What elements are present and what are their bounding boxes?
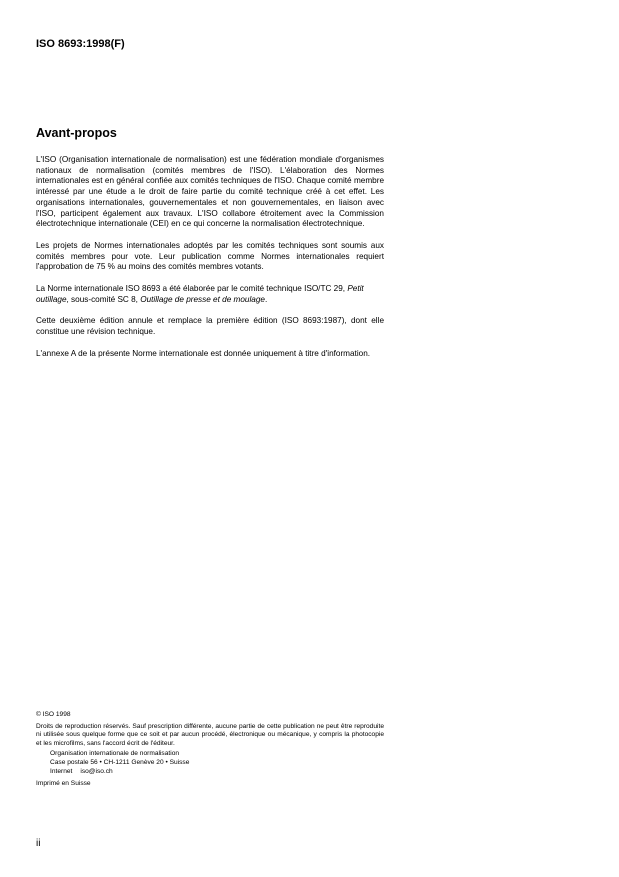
internet-email: iso@iso.ch (80, 767, 113, 775)
foreword-paragraph-2: Les projets de Normes internationales adoptés par les comités techniques sont soumis aux comités membres pour vote. Leur publication comme Normes internationales requiert l'approbation de 75 % au moins des comités membres votants. (36, 240, 384, 272)
publisher-address (36, 750, 384, 776)
org-name: Organisation internationale de normalisation (50, 750, 180, 758)
p3-italic-subcommittee: Outillage de presse et de moulage (140, 294, 265, 304)
section-title: Avant-propos (36, 126, 117, 140)
foreword-paragraph-3 (36, 284, 384, 305)
internet-line (50, 768, 384, 777)
p3-text-before: La Norme internationale ISO 8693 a été élaborée par le comité technique ISO/TC 29, (36, 284, 348, 294)
page-number: ii (36, 838, 41, 849)
document-header: ISO 8693:1998(F) (36, 38, 125, 50)
postal-address: Case postale 56 • CH-1211 Genève 20 • Suisse (50, 758, 190, 766)
printed-in: Imprimé en Suisse (36, 780, 91, 788)
copyright-footer (36, 711, 384, 789)
foreword-paragraph-5: L'annexe A de la présente Norme internationale est donnée uniquement à titre d'information. (36, 348, 371, 358)
p3-italic-committee: Petit outillage (36, 284, 364, 304)
foreword-paragraph-1: L'ISO (Organisation internationale de normalisation) est une fédération mondiale d'organismes nationaux de normalisation (comités membres de l'ISO). L'élaboration des Normes internationales est en général confiée aux comités techniques de l'ISO. Chaque comité membre intéressé par une étude a le droit de faire partie du comité technique créé à cet effet. Les organisations internationales, gouvernementales et non gouvernementales, en liaison avec l'ISO, participent également aux travaux. L'ISO collabore étroitement avec la Commission électrotechnique internationale (CEI) en ce qui concerne la normalisation électrotechnique. (36, 155, 384, 229)
internet-label: Internet (50, 767, 73, 775)
foreword-body (36, 155, 384, 371)
p3-text-middle: , sous-comité SC 8, (66, 294, 141, 304)
p3-text-after: . (264, 294, 268, 304)
rights-notice: Droits de reproduction réservés. Sauf prescription différente, aucune partie de cette publication ne peut être reproduite ni utilisée sous quelque forme que ce soit et par aucun procédé, électronique ou mécanique, y compris la photocopie et les microfilms, sans l'accord écrit de l'éditeur. (36, 722, 384, 747)
copyright-line: © ISO 1998 (36, 711, 71, 718)
foreword-paragraph-4: Cette deuxième édition annule et remplace la première édition (ISO 8693:1987), dont elle constitue une révision technique. (36, 316, 384, 337)
